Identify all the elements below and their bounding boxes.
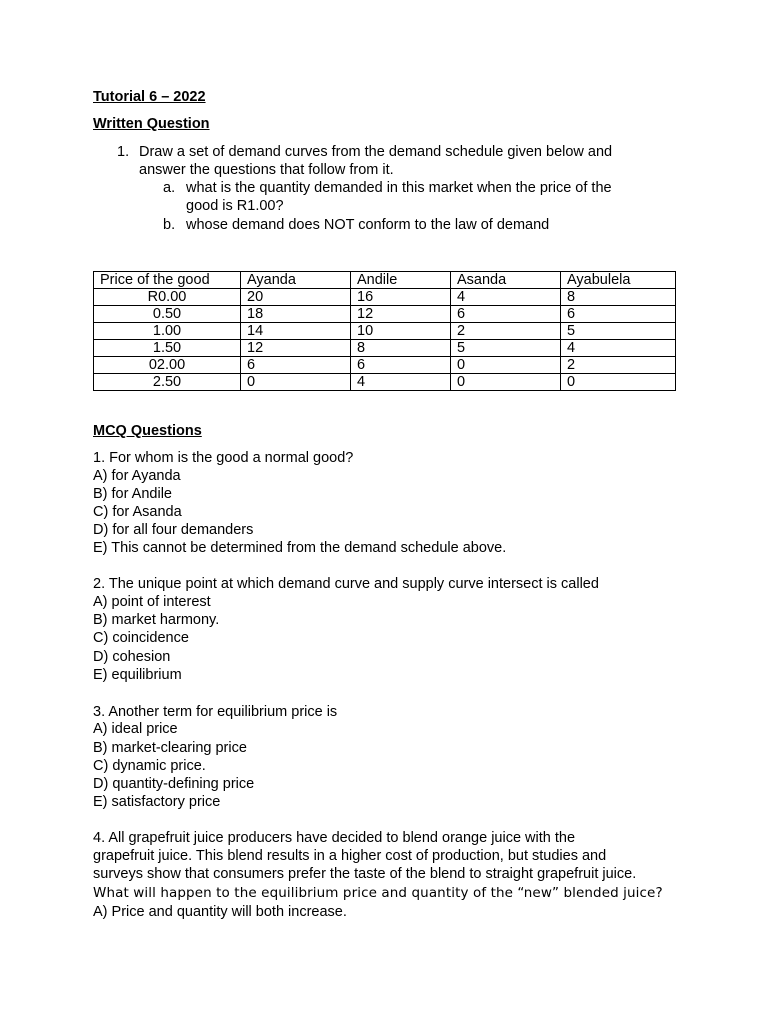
table-cell: 16 (351, 289, 451, 306)
table-cell: 1.50 (94, 340, 241, 357)
table-cell: 6 (351, 357, 451, 374)
table-header-row (94, 272, 676, 289)
mcq4-line1: 4. All grapefruit juice producers have decided to blend orange juice with the (93, 830, 576, 846)
mcq1-option-e: E) This cannot be determined from the demand schedule above. (93, 540, 507, 556)
written-qa-label: a. (163, 180, 176, 196)
table-cell: 2.50 (94, 374, 241, 391)
table-cell: 2 (451, 323, 561, 340)
table-cell: 0.50 (94, 306, 241, 323)
mcq3-stem: 3. Another term for equilibrium price is (93, 704, 338, 720)
table-cell: 02.00 (94, 357, 241, 374)
mcq3-option-a: A) ideal price (93, 721, 178, 737)
table-cell: 14 (241, 323, 351, 340)
table-row (94, 306, 676, 323)
table-header: Asanda (451, 272, 561, 289)
demand-schedule-table (93, 271, 676, 391)
mcq1-option-a: A) for Ayanda (93, 468, 181, 484)
table-cell: 6 (451, 306, 561, 323)
table-cell: 20 (241, 289, 351, 306)
mcq2-option-c: C) coincidence (93, 630, 189, 646)
mcq3-option-d: D) quantity-defining price (93, 776, 255, 792)
mcq2-option-a: A) point of interest (93, 594, 211, 610)
written-question-heading: Written Question (93, 116, 210, 132)
mcq1-stem: 1. For whom is the good a normal good? (93, 450, 354, 466)
mcq1-option-d: D) for all four demanders (93, 522, 254, 538)
table-cell: 10 (351, 323, 451, 340)
table-cell: 0 (241, 374, 351, 391)
mcq3-option-e: E) satisfactory price (93, 794, 221, 810)
table-cell: 0 (451, 374, 561, 391)
table-header: Ayanda (241, 272, 351, 289)
mcq2-option-b: B) market harmony. (93, 612, 220, 628)
tutorial-title: Tutorial 6 – 2022 (93, 89, 206, 105)
table-row (94, 323, 676, 340)
table-cell: 4 (351, 374, 451, 391)
table-cell: 1.00 (94, 323, 241, 340)
table-cell: 0 (561, 374, 676, 391)
mcq3-option-b: B) market-clearing price (93, 740, 247, 756)
table-cell: R0.00 (94, 289, 241, 306)
written-qa-line2: good is R1.00? (186, 198, 284, 214)
mcq2-stem: 2. The unique point at which demand curve and supply curve intersect is called (93, 576, 599, 592)
written-q1-number: 1. (117, 144, 130, 160)
table-cell: 6 (561, 306, 676, 323)
table-header: Andile (351, 272, 451, 289)
mcq4-line2: grapefruit juice. This blend results in a higher cost of production, but studies and (93, 848, 607, 864)
mcq1-option-b: B) for Andile (93, 486, 172, 502)
table-cell: 8 (351, 340, 451, 357)
table-row (94, 289, 676, 306)
mcq1-option-c: C) for Asanda (93, 504, 182, 520)
mcq4-line3: surveys show that consumers prefer the taste of the blend to straight grapefruit juice. (93, 866, 637, 882)
table-cell: 12 (241, 340, 351, 357)
table-row (94, 357, 676, 374)
table-header: Price of the good (94, 272, 241, 289)
table-cell: 18 (241, 306, 351, 323)
mcq2-option-e: E) equilibrium (93, 667, 182, 683)
written-qb-line1: whose demand does NOT conform to the law of demand (186, 217, 550, 233)
table-cell: 4 (451, 289, 561, 306)
mcq2-option-d: D) cohesion (93, 649, 171, 665)
table-cell: 4 (561, 340, 676, 357)
written-qa-line1: what is the quantity demanded in this market when the price of the (186, 180, 612, 196)
table-cell: 12 (351, 306, 451, 323)
written-q1-line1: Draw a set of demand curves from the demand schedule given below and (139, 144, 613, 160)
mcq-heading: MCQ Questions (93, 423, 202, 439)
written-q1-line2: answer the questions that follow from it. (139, 162, 394, 178)
table-cell: 6 (241, 357, 351, 374)
mcq3-option-c: C) dynamic price. (93, 758, 206, 774)
table-header: Ayabulela (561, 272, 676, 289)
table-cell: 5 (561, 323, 676, 340)
table-cell: 0 (451, 357, 561, 374)
table-cell: 2 (561, 357, 676, 374)
table-cell: 8 (561, 289, 676, 306)
table-row (94, 374, 676, 391)
table-cell: 5 (451, 340, 561, 357)
mcq4-line4: What will happen to the equilibrium price and quantity of the “new” blended juice? (93, 885, 663, 901)
table-row (94, 340, 676, 357)
written-qb-label: b. (163, 217, 176, 233)
mcq4-option-a: A) Price and quantity will both increase. (93, 904, 347, 920)
